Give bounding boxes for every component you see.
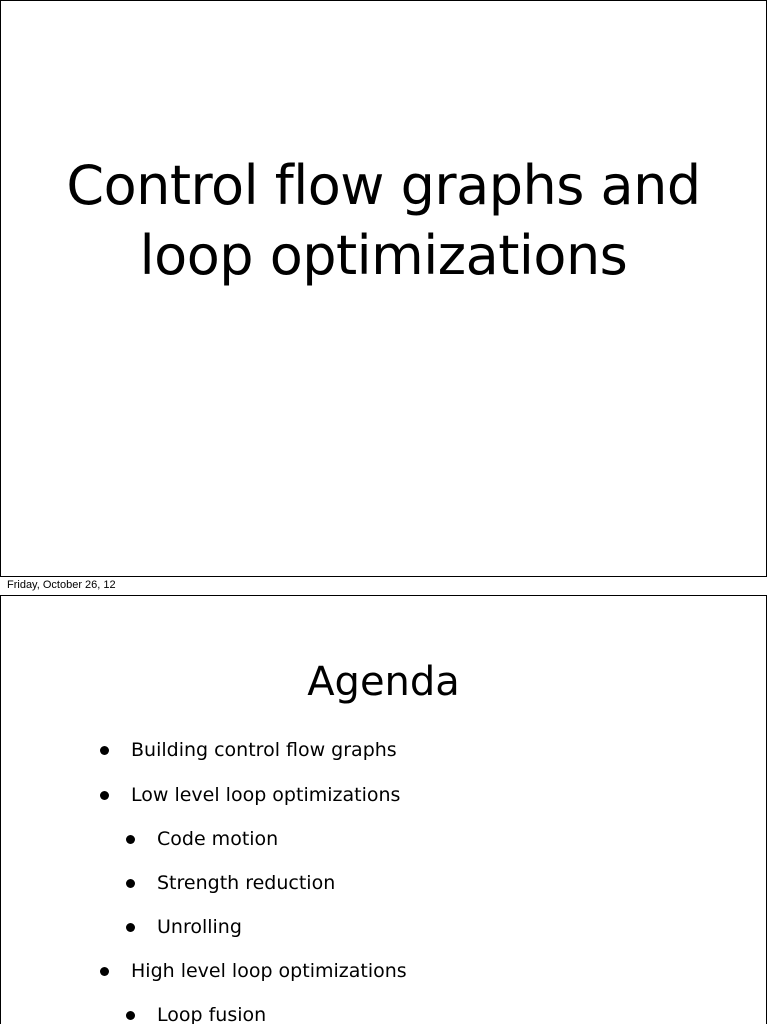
agenda-item-text: Building control flow graphs — [131, 739, 397, 761]
agenda-subitem — [157, 1002, 266, 1024]
agenda-item-text: High level loop optimizations — [131, 960, 407, 982]
bullet-icon — [126, 923, 135, 932]
agenda-subitem — [157, 914, 242, 940]
bullet-icon — [100, 746, 109, 755]
agenda-list — [1, 596, 766, 1024]
slide-date-footer: Friday, October 26, 12 — [7, 579, 116, 591]
agenda-item — [131, 737, 397, 763]
agenda-item — [131, 958, 407, 984]
bullet-icon — [100, 967, 109, 976]
agenda-item — [131, 782, 400, 808]
bullet-icon — [100, 791, 109, 800]
agenda-item-text: Unrolling — [157, 916, 242, 938]
agenda-item-text: Low level loop optimizations — [131, 784, 401, 806]
bullet-icon — [126, 879, 135, 888]
bullet-icon — [126, 835, 135, 844]
agenda-title: Agenda — [307, 659, 460, 705]
agenda-item-text: Strength reduction — [157, 872, 336, 894]
agenda-subitem — [157, 826, 278, 852]
slide-main-title — [1, 151, 766, 291]
title-line-1: Control flow graphs and — [66, 154, 701, 217]
agenda-item-text: Loop fusion — [157, 1004, 267, 1024]
slide-agenda — [0, 595, 767, 1024]
bullet-icon — [126, 1011, 135, 1020]
agenda-item-text: Code motion — [157, 828, 279, 850]
title-line-2: loop optimizations — [139, 224, 628, 287]
agenda-subitem — [157, 870, 335, 896]
